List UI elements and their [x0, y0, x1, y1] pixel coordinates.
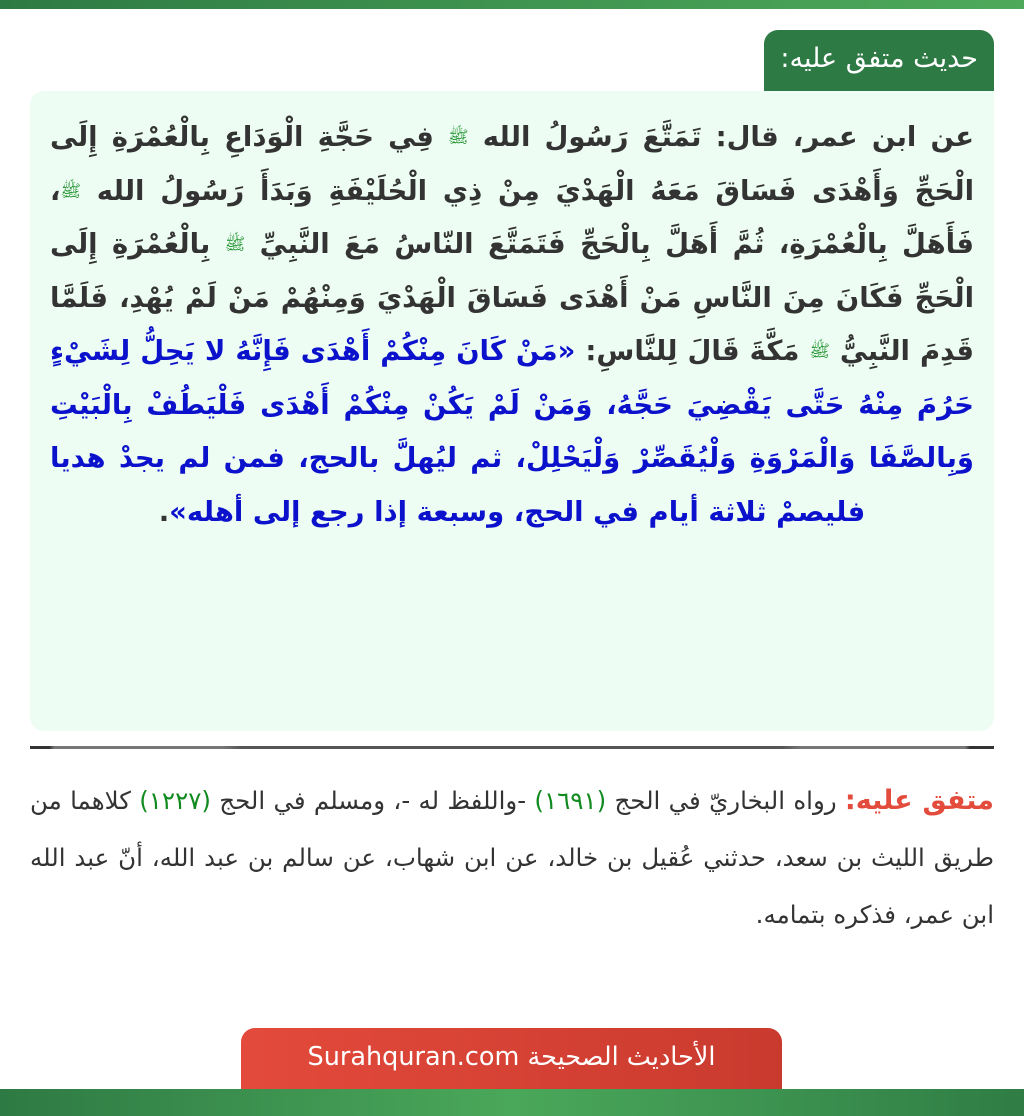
hadith-title: حديث متفق عليه: [780, 43, 978, 74]
hadith-text [50, 111, 974, 539]
source-segment: كلاهما من طريق الليث بن سعد، حدثني عُقيل بن خالد، عن ابن شهاب، عن سالم بن عبد الله، أنّ عبد الله ابن عمر، فذكره بتمامه. [30, 786, 994, 929]
bottom-decorative-bar [0, 1089, 1024, 1116]
source-segment: رواه البخاريّ في الحج [606, 786, 845, 815]
source-label: متفق عليه: [844, 785, 994, 816]
salawat-icon: ﷺ [809, 341, 830, 362]
hadith-title-tab [764, 30, 994, 91]
source-text [30, 772, 994, 943]
hadith-text-box [30, 91, 994, 731]
hadith-source [30, 772, 994, 943]
hadith-end-punctuation: . [158, 495, 170, 528]
site-brand-label: الأحاديث الصحيحة Surahquran.com [307, 1042, 716, 1072]
hadith-segment: بِالْعُمْرَةِ إِلَى الْحَجِّ فَكَانَ مِنَ النَّاسِ مَنْ أَهْدَى فَسَاقَ الْهَدْيَ وَمِنْهُمْ مَنْ لَمْ يُهْدِ، فَلَمَّا قَدِمَ النَّبِيُّ [50, 228, 974, 367]
section-divider [30, 746, 994, 749]
top-decorative-bar [0, 0, 1024, 9]
hadith-segment: عن ابن عمر، قال: تَمَتَّعَ رَسُولُ الله [468, 121, 975, 153]
hadith-segment: مَكَّةَ قَالَ لِلنَّاسِ: [575, 335, 810, 367]
salawat-icon: ﷺ [224, 234, 246, 255]
site-brand-badge [241, 1028, 782, 1089]
salawat-icon: ﷺ [448, 127, 469, 148]
hadith-segment: فِي حَجَّةِ الْوَدَاعِ بِالْعُمْرَةِ إِلَى الْحَجِّ وَأَهْدَى فَسَاقَ مَعَهُ الْهَدْيَ مِنْ ذِي الْحُلَيْفَةِ وَبَدَأَ رَسُولُ الله [50, 121, 974, 207]
hadith-segment: ، فَأَهَلَّ بِالْعُمْرَةِ، ثُمَّ أَهَلَّ بِالْحَجِّ فَتَمَتَّعَ النّاسُ مَعَ النَّبِيِّ [50, 174, 975, 260]
salawat-icon: ﷺ [60, 181, 81, 201]
bukhari-reference-number: (١٦٩١) [534, 786, 607, 815]
source-segment: -واللفظ له -، ومسلم في الحج [210, 786, 535, 815]
muslim-reference-number: (١٢٢٧) [139, 786, 211, 815]
prophet-quote: «مَنْ كَانَ مِنْكُمْ أَهْدَى فَإِنَّهُ لا يَحِلُّ لِشَيْءٍ حَرُمَ مِنْهُ حَتَّى يَقْضِيَ حَجَّهُ، وَمَنْ لَمْ يَكُنْ مِنْكُمْ أَهْدَى فَلْيَطُفْ بِالْبَيْتِ وَبِالصَّفَا وَالْمَرْوَةِ وَلْيُقَصِّرْ وَلْيَحْلِلْ، ثم ليُهلَّ بالحج، فمن لم يجدْ هديا فليصمْ ثلاثة أيام في الحج، وسبعة إذا رجع إلى أهله» [50, 335, 974, 528]
